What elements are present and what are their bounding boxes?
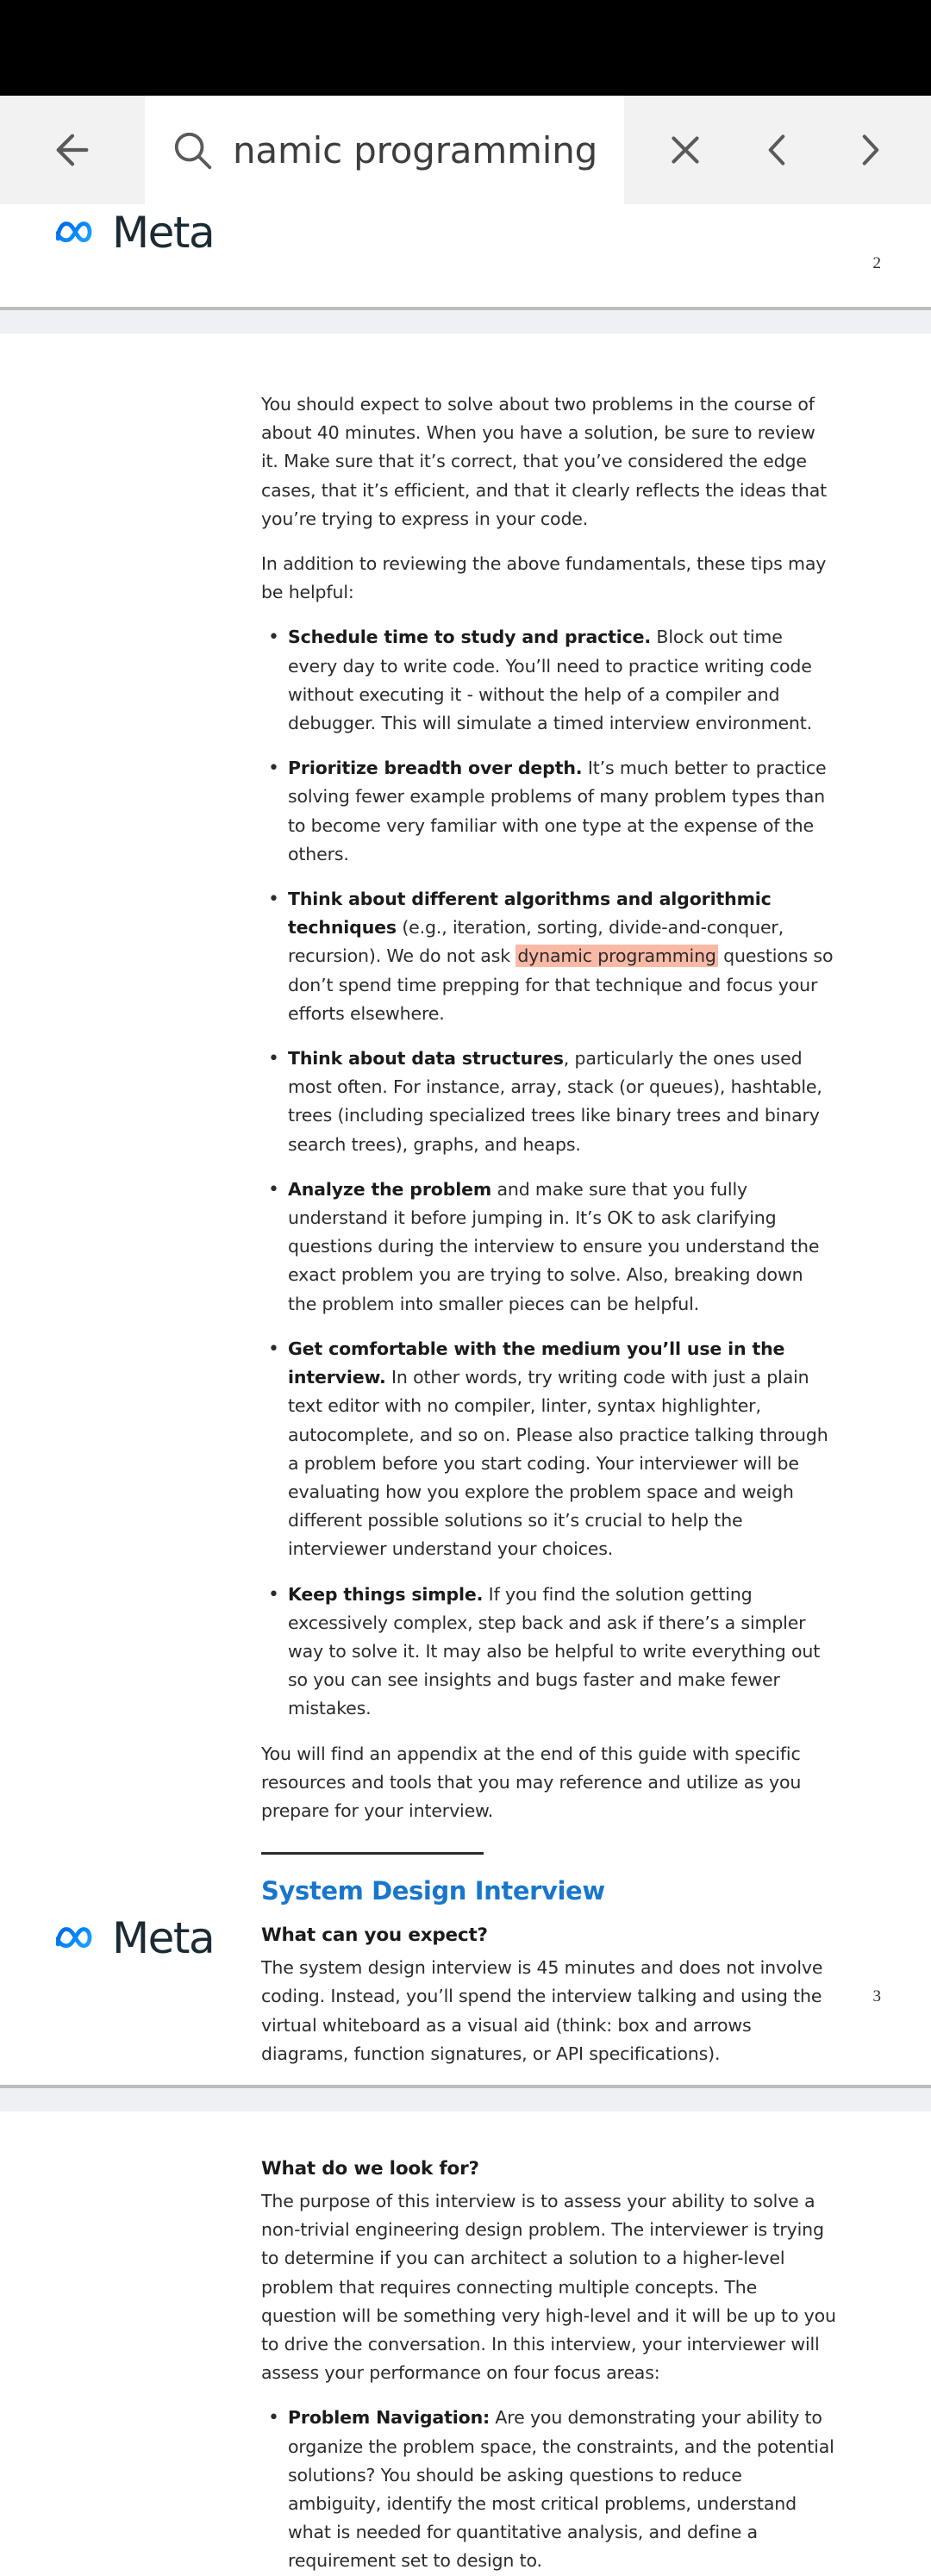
tip-body: If you find the solution getting excessively complex, step back and ask if there’s a simpler way to solve it. It may also be helpful to write everything out so you can see insights and bugs faster and make fewer mistakes. [288,1583,821,1719]
search-match-highlight: dynamic programming [517,945,716,967]
page-4-content [0,2111,871,2576]
close-icon [664,128,707,172]
meta-logo [53,1912,215,1963]
back-button[interactable] [0,96,145,204]
focus-areas-list [261,2404,836,2575]
tip-body: It’s much better to practice solving fewer example problems of many problem types than to become very familiar with one type at the expense of the others. [288,758,827,864]
paragraph-intro: You should expect to solve about two problems in the course of about 40 minutes. When you have a solution, be sure to review it. Make sure that it’s correct, that you’ve considered the edge cases, that it’s efficient, and that it clearly reflects the ideas that you’re trying to express in your code. [261,394,828,529]
page-3-content [0,334,871,2068]
subheading-what-do-we-look-for: What do we look for? [261,2157,479,2180]
paragraph-what-can-you-expect: The system design interview is 45 minutes and does not involve coding. Instead, you’ll spend the interview talking and using the virtual whiteboard as a visual aid (think: box and arrows diagrams, function signatures, or API specifications). [261,1957,823,2064]
find-actions [624,96,931,204]
subheading-what-can-you-expect: What can you expect? [261,1924,488,1947]
list-item [261,623,836,738]
search-input[interactable] [145,96,624,204]
focus-area-body: Are you demonstrating your ability to organize the problem space, the constraints, and the potential solutions? You should be asking questions to reduce ambiguity, identify the most critical problems, understand what is needed for quantitative analysis, and define a requirement set to design to. [288,2407,834,2572]
tip-title: Get comfortable with the medium you’ll use in the interview. [288,1338,785,1388]
pdf-page-3 [0,334,931,2068]
pdf-page-2-header [0,204,931,307]
arrow-left-icon [48,126,97,174]
tip-body: and make sure that you fully understand it before jumping in. It’s OK to ask clarifying questions during the interview to ensure you understand the exact problem you are trying to solve. Also, breaking down the problem into smaller pieces can be helpful. [288,1178,820,1314]
paragraph-what-do-we-look-for: The purpose of this interview is to assess your ability to solve a non-trivial engineering design problem. The interviewer is trying to determine if you can architect a solution to a higher-level problem that requires connecting multiple concepts. The question will be something very high-level and it will be up to you to drive the conversation. In this interview, your interviewer will assess your performance on four focus areas: [261,2190,836,2384]
chevron-right-icon [848,128,891,172]
paragraph-tips-lead: In addition to reviewing the above fundamentals, these tips may be helpful: [261,553,827,603]
tip-title: Think about data structures [288,1048,564,1070]
meta-wordmark: Meta [112,1912,215,1963]
list-item [261,1335,836,1564]
tip-title: Schedule time to study and practice. [288,627,652,648]
close-find-button[interactable] [644,109,727,191]
meta-infinity-icon [53,1921,102,1955]
find-in-page-toolbar [0,96,931,204]
meta-wordmark: Meta [112,208,215,258]
list-item [261,885,836,1028]
tip-title: Prioritize breadth over depth. [288,758,583,779]
meta-infinity-icon [53,215,102,250]
tip-body: In other words, try writing code with just a plain text editor with no compiler, linter, syntax highlighter, autocomplete, and so on. Please also practice talking through a problem before you start coding. Your interviewer will be evaluating how you explore the problem space and weigh different possible solutions so it’s crucial to help the interviewer understand your choices. [288,1367,828,1560]
next-match-button[interactable] [828,109,911,191]
list-item [261,2404,836,2575]
section-divider [261,1852,484,1855]
tip-title: Think about different algorithms and algorithmic techniques [288,889,772,939]
tip-body-after: questions so don’t spend time prepping for that technique and focus your efforts elsewhere. [288,945,834,1024]
chevron-left-icon [756,128,799,172]
focus-area-title: Problem Navigation: [288,2407,490,2429]
page-number: 3 [872,1987,881,2005]
list-item [261,1045,836,1159]
search-input-value: namic programming [233,128,598,172]
pdf-document-viewer[interactable] [0,204,931,2572]
page-separator [0,307,931,334]
tip-title: Analyze the problem [288,1178,492,1200]
list-item [261,1581,836,1724]
list-item [261,754,836,869]
search-icon [169,127,216,173]
tip-title: Keep things simple. [288,1583,484,1605]
pdf-page-4 [0,2111,931,2576]
section-heading-system-design: System Design Interview [261,1876,605,1906]
meta-logo [53,208,215,258]
tip-body: Block out time every day to write code. You’ll need to practice writing code without executing it - without the help of a compiler and debugger. This will simulate a timed interview environment. [288,627,813,734]
page-number: 2 [872,254,881,272]
page-separator [0,2085,931,2111]
tip-body-before: (e.g., iteration, sorting, divide-and-conquer, recursion). We do not ask [288,917,784,967]
list-item [261,1176,836,1319]
paragraph-appendix: You will find an appendix at the end of this guide with specific resources and tools that you may reference and utilize as you prepare for your interview. [261,1743,802,1821]
tips-list [261,623,836,1723]
previous-match-button[interactable] [736,109,819,191]
tip-body: , particularly the ones used most often. For instance, array, stack (or queues), hashtable, trees (including specialized trees like binary trees and binary search trees), graphs, and heaps. [288,1048,822,1155]
status-bar [0,0,931,96]
